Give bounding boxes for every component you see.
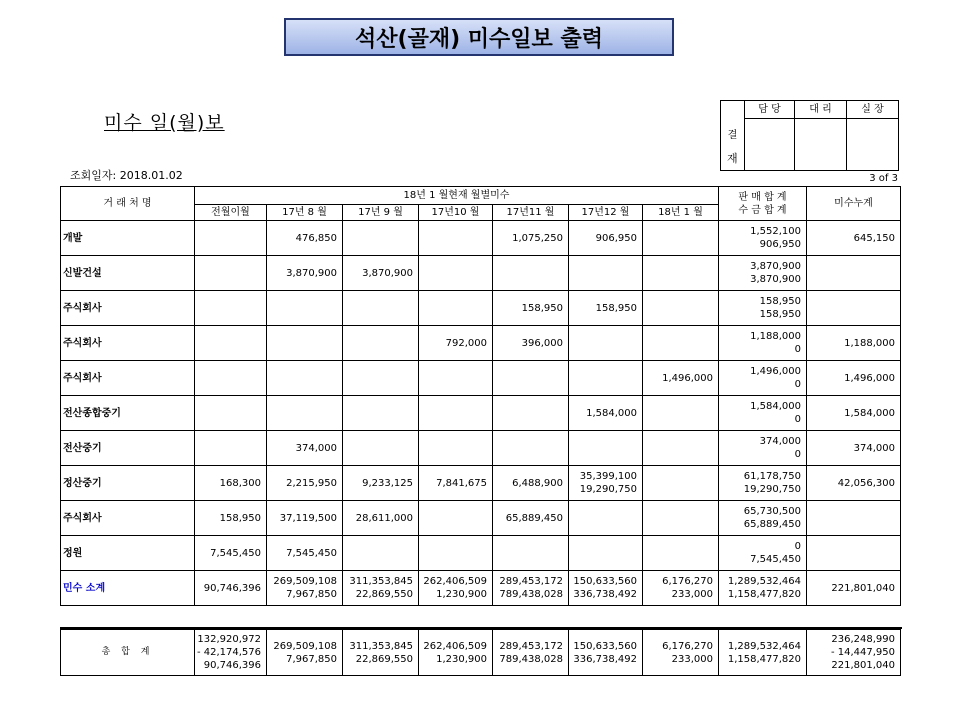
approval-role: 실 장 — [847, 101, 899, 119]
value-line: 336,738,492 — [573, 653, 637, 665]
value-line: 906,950 — [759, 239, 801, 250]
value-line: 792,000 — [445, 337, 487, 349]
value-cell — [267, 291, 343, 326]
value-cell — [643, 630, 719, 676]
value-line: 6,176,270 — [662, 640, 713, 652]
group-header: 18년 1 월현재 월별미수 — [195, 187, 719, 205]
value-cell — [719, 630, 807, 676]
value-line: 262,406,509 — [423, 576, 487, 587]
subtotal-prev: 90,746,396 — [195, 571, 267, 606]
client-name: 정산중기 — [61, 466, 195, 501]
value-cell — [343, 571, 419, 606]
col-client-header: 거 래 처 명 — [61, 187, 195, 221]
value-line: 3,870,900 — [362, 267, 413, 279]
value-cell — [195, 501, 267, 536]
value-line: 168,300 — [219, 477, 261, 489]
value-cell — [493, 256, 569, 291]
value-cell — [267, 326, 343, 361]
value-line: 1,289,532,464 — [727, 576, 801, 587]
value-line: 233,000 — [671, 653, 713, 665]
value-cell — [343, 431, 419, 466]
value-cell — [195, 291, 267, 326]
value-cell — [643, 431, 719, 466]
approval-role: 담 당 — [745, 101, 795, 119]
value-cell — [419, 431, 493, 466]
value-line: 150,633,560 — [573, 640, 637, 652]
value-cell — [719, 361, 807, 396]
sales-sum-header: 판 매 합 계 — [738, 191, 787, 203]
sum-header — [719, 187, 807, 221]
approval-label-top: 결 — [721, 101, 745, 171]
cumulative-cell — [807, 536, 901, 571]
value-line: 0 — [794, 541, 801, 552]
value-cell — [643, 361, 719, 396]
value-line: 158,950 — [219, 512, 261, 524]
value-line: 262,406,509 — [423, 640, 487, 652]
value-cell — [419, 466, 493, 501]
value-cell — [343, 630, 419, 676]
value-line: 0 — [794, 379, 801, 390]
value-cell — [195, 221, 267, 256]
value-line: 7,967,850 — [286, 653, 337, 665]
value-line: 1,188,000 — [750, 331, 801, 342]
value-line: 37,119,500 — [279, 512, 337, 524]
value-line: 269,509,108 — [273, 576, 337, 587]
value-line: 0 — [794, 414, 801, 425]
value-line: 1,075,250 — [512, 232, 563, 244]
value-cell — [419, 361, 493, 396]
value-line: 65,889,450 — [505, 512, 563, 524]
month-header: 17년 8 월 — [267, 205, 343, 221]
value-cell — [493, 396, 569, 431]
cumulative-cell: 1,496,000 — [807, 361, 901, 396]
value-cell — [267, 630, 343, 676]
subtotal-cumulative: 221,801,040 — [807, 571, 901, 606]
value-line: 28,611,000 — [355, 512, 413, 524]
value-line: 9,233,125 — [362, 477, 413, 489]
subtotal-label: 민수 소계 — [61, 571, 195, 606]
grand-total-table — [60, 629, 901, 676]
value-cell — [643, 501, 719, 536]
value-line: 233,000 — [671, 589, 713, 600]
value-line: 7,967,850 — [286, 589, 337, 600]
value-line: 1,496,000 — [662, 372, 713, 384]
value-cell — [493, 326, 569, 361]
value-cell — [719, 536, 807, 571]
value-line: 2,215,950 — [286, 477, 337, 489]
value-line: 65,730,500 — [743, 506, 801, 517]
client-name: 개발 — [61, 221, 195, 256]
month-header: 18년 1 월 — [643, 205, 719, 221]
month-header: 17년 9 월 — [343, 205, 419, 221]
value-cell — [807, 630, 901, 676]
value-cell — [343, 291, 419, 326]
table-row — [61, 256, 901, 291]
value-cell — [195, 256, 267, 291]
value-cell — [569, 466, 643, 501]
value-cell — [643, 291, 719, 326]
value-cell — [267, 501, 343, 536]
grand-total-label: 총 합 계 — [61, 630, 195, 676]
value-line: 1,230,900 — [436, 653, 487, 665]
cumulative-cell — [807, 291, 901, 326]
value-line: 336,738,492 — [573, 589, 637, 600]
value-line: 289,453,172 — [499, 640, 563, 652]
value-cell — [419, 536, 493, 571]
value-cell — [569, 326, 643, 361]
value-cell — [195, 466, 267, 501]
value-line: 3,870,900 — [750, 261, 801, 272]
value-cell — [419, 291, 493, 326]
client-name: 전산종합중기 — [61, 396, 195, 431]
value-cell — [719, 256, 807, 291]
value-line: 150,633,560 — [573, 576, 637, 587]
value-cell — [343, 326, 419, 361]
report-banner — [284, 18, 674, 56]
value-cell — [643, 326, 719, 361]
value-cell — [569, 571, 643, 606]
value-line: 236,248,990 — [831, 634, 895, 645]
cumulative-header: 미수누계 — [807, 187, 901, 221]
value-line: 1,158,477,820 — [727, 653, 801, 665]
value-line: 476,850 — [295, 232, 337, 244]
value-line: 22,869,550 — [355, 653, 413, 665]
value-line: 7,545,450 — [210, 547, 261, 559]
value-line: 0 — [794, 449, 801, 460]
value-cell — [569, 291, 643, 326]
value-cell — [569, 361, 643, 396]
approval-label-bottom: 재 — [727, 152, 738, 165]
table-row — [61, 536, 901, 571]
cumulative-cell — [807, 501, 901, 536]
value-cell — [343, 361, 419, 396]
value-cell — [493, 536, 569, 571]
value-cell — [343, 256, 419, 291]
value-line: 374,000 — [295, 442, 337, 454]
client-name: 주식회사 — [61, 501, 195, 536]
value-cell — [419, 326, 493, 361]
value-line: 1,552,100 — [750, 226, 801, 237]
client-name: 주식회사 — [61, 361, 195, 396]
month-header: 17년12 월 — [569, 205, 643, 221]
value-cell — [419, 256, 493, 291]
value-cell — [569, 630, 643, 676]
value-cell — [267, 396, 343, 431]
receivables-table — [60, 186, 901, 606]
value-line: 61,178,750 — [743, 471, 801, 482]
value-cell — [569, 431, 643, 466]
value-cell — [419, 571, 493, 606]
value-cell — [267, 361, 343, 396]
value-line: 789,438,028 — [499, 653, 563, 665]
cumulative-cell: 1,188,000 — [807, 326, 901, 361]
value-cell — [719, 466, 807, 501]
cumulative-cell: 42,056,300 — [807, 466, 901, 501]
value-line: 1,230,900 — [436, 589, 487, 600]
value-line: 7,841,675 — [436, 477, 487, 489]
table-row — [61, 221, 901, 256]
value-cell — [195, 536, 267, 571]
value-line: 35,399,100 — [579, 471, 637, 482]
value-cell — [343, 396, 419, 431]
value-cell — [267, 571, 343, 606]
value-cell — [419, 396, 493, 431]
value-cell — [343, 501, 419, 536]
value-cell — [195, 431, 267, 466]
value-cell — [267, 256, 343, 291]
value-cell — [569, 396, 643, 431]
value-cell — [719, 501, 807, 536]
table-row — [61, 501, 901, 536]
value-cell — [569, 221, 643, 256]
grand-total-row — [61, 630, 901, 676]
banner-title: 석산(골재) 미수일보 출력 — [355, 26, 603, 52]
client-name: 주식회사 — [61, 326, 195, 361]
subtotal-row — [61, 571, 901, 606]
value-cell — [493, 571, 569, 606]
value-cell — [493, 361, 569, 396]
value-line: 0 — [794, 344, 801, 355]
value-line: 7,545,450 — [286, 547, 337, 559]
value-cell — [343, 221, 419, 256]
value-line: 1,158,477,820 — [727, 589, 801, 600]
value-cell — [419, 501, 493, 536]
value-cell — [719, 571, 807, 606]
value-cell — [267, 221, 343, 256]
month-header: 17년11 월 — [493, 205, 569, 221]
value-line: 90,746,396 — [203, 660, 261, 671]
value-line: 19,290,750 — [743, 484, 801, 495]
page-number: 3 of 3 — [869, 173, 898, 184]
value-cell — [419, 221, 493, 256]
cumulative-cell: 1,584,000 — [807, 396, 901, 431]
value-cell — [643, 221, 719, 256]
value-line: 311,353,845 — [349, 576, 413, 587]
approval-sign-box[interactable] — [847, 119, 899, 171]
approval-role: 대 리 — [795, 101, 847, 119]
approval-sign-box[interactable] — [795, 119, 847, 171]
value-line: 7,545,450 — [750, 554, 801, 565]
table-row — [61, 431, 901, 466]
table-row — [61, 326, 901, 361]
query-date: 조회일자: 2018.01.02 — [70, 169, 183, 182]
approval-sign-box[interactable] — [745, 119, 795, 171]
value-cell — [493, 221, 569, 256]
value-line: 269,509,108 — [273, 640, 337, 652]
value-line: 906,950 — [595, 232, 637, 244]
value-line: 132,920,972 — [197, 634, 261, 645]
value-cell — [643, 466, 719, 501]
value-cell — [343, 536, 419, 571]
value-cell — [643, 396, 719, 431]
value-line: 1,289,532,464 — [727, 640, 801, 652]
value-cell — [719, 396, 807, 431]
value-line: 158,950 — [521, 302, 563, 314]
value-line: - 14,447,950 — [830, 647, 895, 658]
value-line: 158,950 — [595, 302, 637, 314]
value-line: 3,870,900 — [286, 267, 337, 279]
value-cell — [569, 501, 643, 536]
value-cell — [195, 326, 267, 361]
value-line: 3,870,900 — [750, 274, 801, 285]
value-cell — [719, 326, 807, 361]
month-header: 17년10 월 — [419, 205, 493, 221]
value-cell — [343, 466, 419, 501]
client-name: 주식회사 — [61, 291, 195, 326]
value-line: 1,496,000 — [750, 366, 801, 377]
value-cell — [195, 396, 267, 431]
value-line: 789,438,028 — [499, 589, 563, 600]
document-title: 미수 일(월)보 — [104, 112, 225, 134]
table-row — [61, 361, 901, 396]
approval-box — [720, 100, 899, 171]
table-row — [61, 466, 901, 501]
value-cell — [493, 466, 569, 501]
value-cell — [643, 256, 719, 291]
value-line: 19,290,750 — [579, 484, 637, 495]
cumulative-cell: 645,150 — [807, 221, 901, 256]
cumulative-cell: 374,000 — [807, 431, 901, 466]
value-line: 374,000 — [759, 436, 801, 447]
value-cell — [195, 630, 267, 676]
value-cell — [719, 431, 807, 466]
table-row — [61, 396, 901, 431]
value-line: 289,453,172 — [499, 576, 563, 587]
client-name: 전산중기 — [61, 431, 195, 466]
value-line: 396,000 — [521, 337, 563, 349]
value-line: 6,176,270 — [662, 576, 713, 587]
value-cell — [569, 536, 643, 571]
value-cell — [643, 571, 719, 606]
value-cell — [195, 361, 267, 396]
value-cell — [267, 536, 343, 571]
value-cell — [267, 466, 343, 501]
value-cell — [493, 501, 569, 536]
value-line: - 42,174,576 — [196, 647, 261, 658]
value-line: 1,584,000 — [586, 407, 637, 419]
value-cell — [493, 291, 569, 326]
value-cell — [267, 431, 343, 466]
value-line: 311,353,845 — [349, 640, 413, 652]
value-line: 1,584,000 — [750, 401, 801, 412]
value-cell — [419, 630, 493, 676]
table-row — [61, 291, 901, 326]
value-cell — [643, 536, 719, 571]
value-line: 221,801,040 — [831, 660, 895, 671]
value-line: 6,488,900 — [512, 477, 563, 489]
value-cell — [569, 256, 643, 291]
value-line: 22,869,550 — [355, 589, 413, 600]
value-line: 65,889,450 — [743, 519, 801, 530]
month-header: 전월이월 — [195, 205, 267, 221]
client-name: 정원 — [61, 536, 195, 571]
value-line: 158,950 — [759, 309, 801, 320]
collection-sum-header: 수 금 합 계 — [738, 204, 787, 216]
value-line: 158,950 — [759, 296, 801, 307]
value-cell — [719, 221, 807, 256]
value-cell — [493, 431, 569, 466]
value-cell — [719, 291, 807, 326]
cumulative-cell — [807, 256, 901, 291]
value-cell — [493, 630, 569, 676]
client-name: 신발건설 — [61, 256, 195, 291]
